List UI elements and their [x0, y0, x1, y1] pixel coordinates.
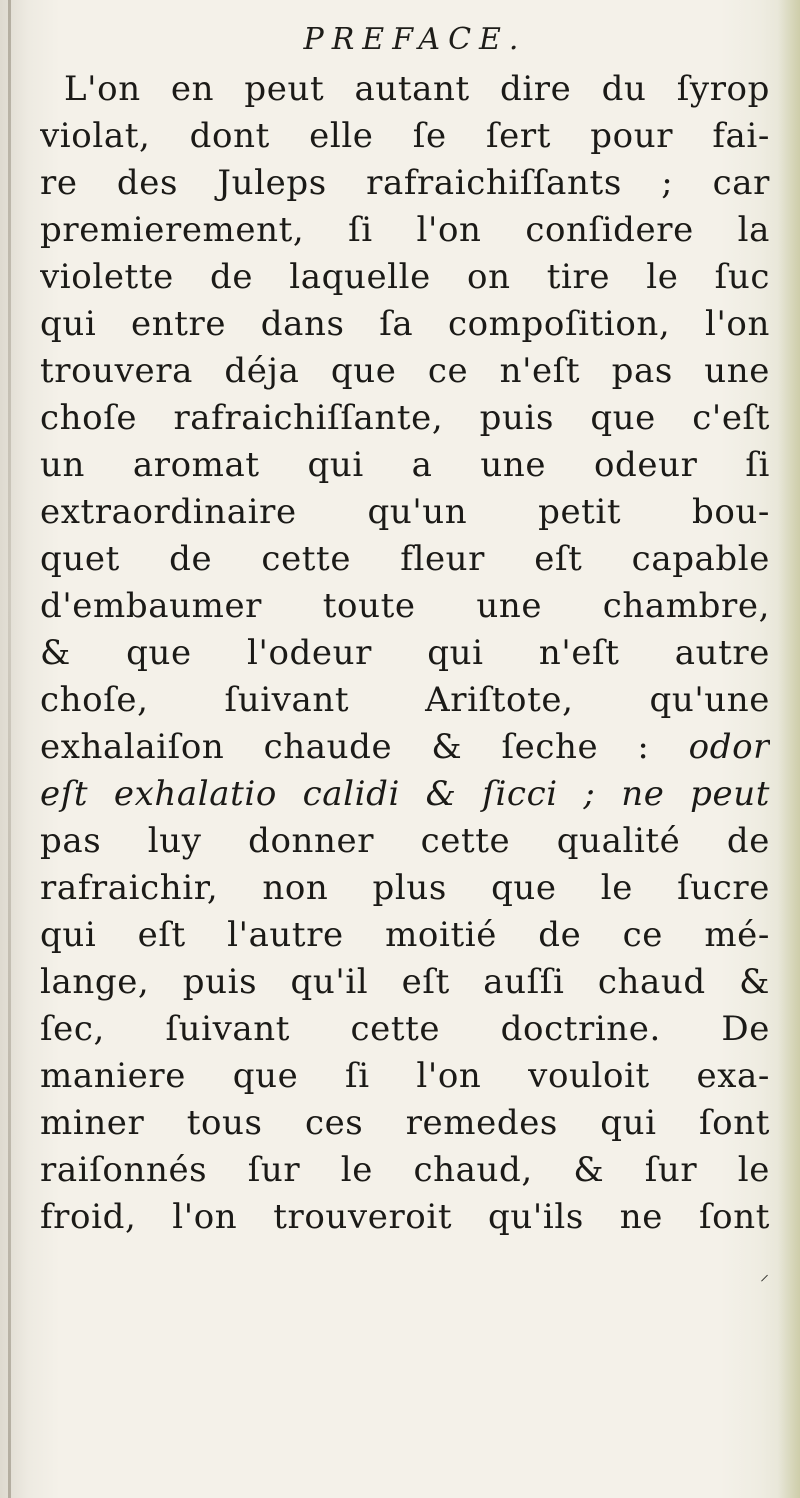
text-line: L'on en peut autant dire du ſyrop	[64, 69, 770, 109]
text-line: ſec, ſuivant cette doctrine. De	[40, 1009, 770, 1049]
text-line-italic: eſt exhalatio calidi & ſicci ; ne peut	[40, 774, 770, 814]
text-line: maniere que ſi l'on vouloit exa-	[40, 1056, 770, 1096]
text-line: d'embaumer toute une chambre,	[40, 586, 770, 626]
text-line: pas luy donner cette qualité de	[40, 821, 770, 861]
text-line: extraordinaire qu'un petit bou-	[40, 492, 770, 532]
text-line: violette de laquelle on tire le ſuc	[40, 257, 770, 297]
text-line: raiſonnés ſur le chaud, & ſur le	[40, 1150, 770, 1190]
text-line: quet de cette fleur eſt capable	[40, 539, 770, 579]
text-line: re des Juleps rafraichiſſants ; car	[40, 163, 770, 203]
text-line: choſe rafraichiſſante, puis que c'eſt	[40, 398, 770, 438]
text-line: trouvera déja que ce n'eſt pas une	[40, 351, 770, 391]
text-line: qui eſt l'autre moitié de ce mé-	[40, 915, 770, 955]
text-line-segment: exhalaiſon chaude & ſeche :	[40, 727, 650, 767]
body-text	[40, 66, 770, 1241]
text-line: premierement, ſi l'on conſidere la	[40, 210, 770, 250]
italic-word: odor	[688, 727, 770, 767]
text-line: froid, l'on trouveroit qu'ils ne ſont	[40, 1197, 770, 1237]
text-line: violat, dont elle ſe ſert pour fai-	[40, 116, 770, 156]
text-line: un aromat qui a une odeur ſi	[40, 445, 770, 485]
text-line: & que l'odeur qui n'eſt autre	[40, 633, 770, 673]
page-left-edge	[8, 0, 11, 1498]
text-line: lange, puis qu'il eſt auſſi chaud &	[40, 962, 770, 1002]
page-header: PREFACE.	[303, 22, 527, 57]
text-line: qui entre dans ſa compoſition, l'on	[40, 304, 770, 344]
ink-speck: ⸝	[760, 1264, 769, 1285]
text-line: miner tous ces remedes qui ſont	[40, 1103, 770, 1143]
text-line: choſe, ſuivant Ariſtote, qu'une	[40, 680, 770, 720]
text-line-with-italic	[40, 724, 770, 771]
text-line: rafraichir, non plus que le ſucre	[40, 868, 770, 908]
page-right-edge	[778, 0, 800, 1498]
